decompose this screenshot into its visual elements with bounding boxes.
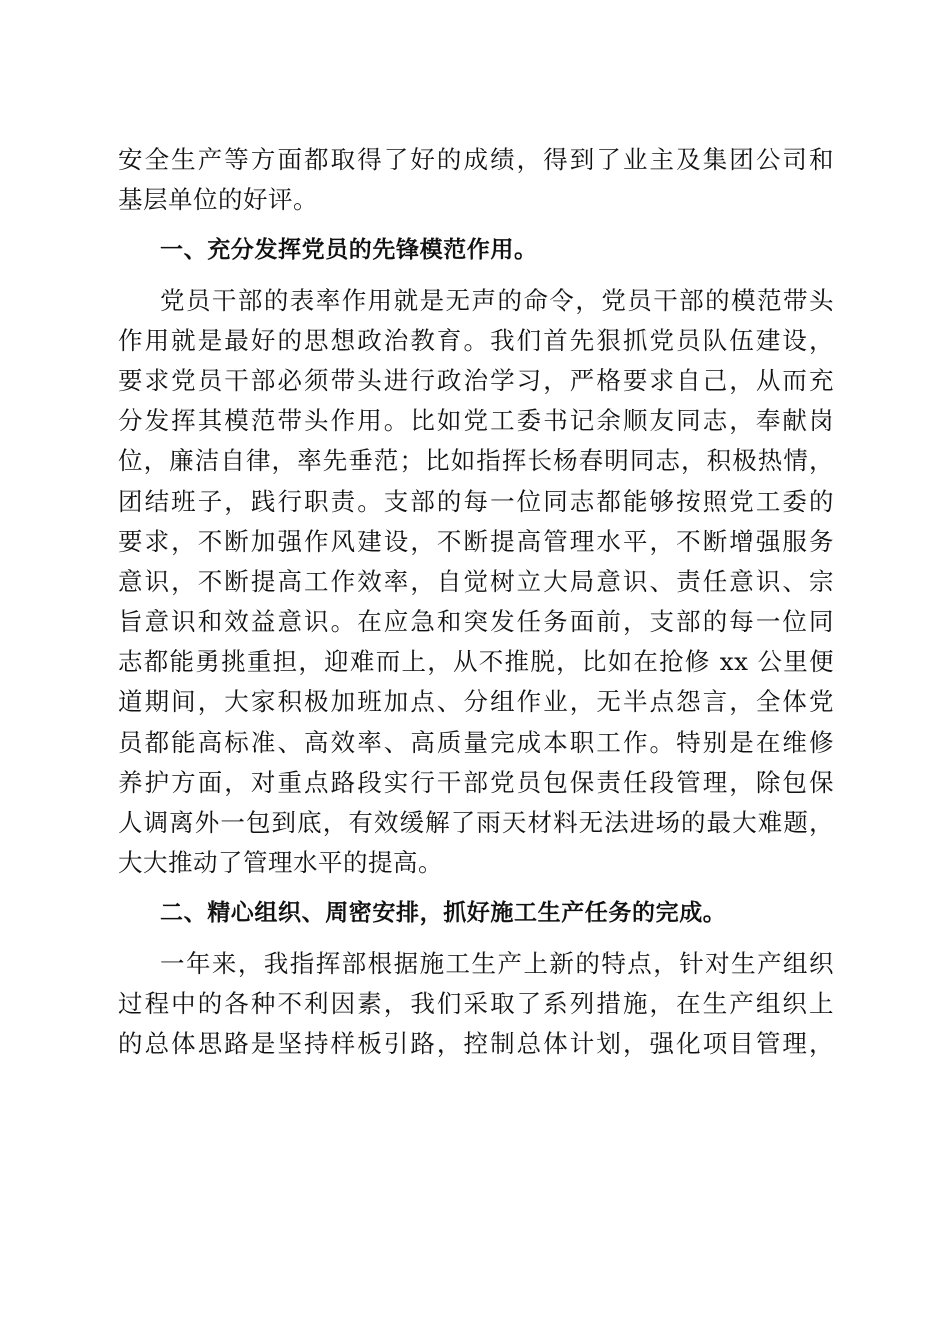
section-1-paragraph — [118, 281, 834, 884]
text-line: 的总体思路是坚持样板引路，控制总体计划，强化项目管理， — [118, 1028, 834, 1058]
text-line: 要求党员干部必须带头进行政治学习，严格要求自己，从而充 — [118, 365, 834, 395]
text-line: 基层单位的好评。 — [118, 185, 318, 215]
text-line: 道期间，大家积极加班加点、分组作业，无半点怨言，全体党 — [118, 687, 834, 717]
text-line: 过程中的各种不利因素，我们采取了系列措施，在生产组织上 — [118, 988, 834, 1018]
text-line: 安全生产等方面都取得了好的成绩，得到了业主及集团公司和 — [118, 145, 834, 174]
text-line: 位，廉洁自律，率先垂范；比如指挥长杨春明同志，积极热情， — [118, 446, 834, 476]
text-line: 要求，不断加强作风建设，不断提高管理水平，不断增强服务 — [118, 526, 834, 556]
text-line: 一年来，我指挥部根据施工生产上新的特点，针对生产组织 — [160, 948, 834, 978]
text-line: 意识，不断提高工作效率，自觉树立大局意识、责任意识、宗 — [118, 566, 834, 596]
text-line: 分发挥其模范带头作用。比如党工委书记余顺友同志，奉献岗 — [118, 406, 834, 436]
document-body — [118, 140, 834, 1064]
text-line: 团结班子，践行职责。支部的每一位同志都能够按照党工委的 — [118, 486, 834, 516]
intro-paragraph — [118, 140, 834, 220]
section-2-paragraph — [118, 944, 834, 1065]
text-line: 志都能勇挑重担，迎难而上，从不推脱，比如在抢修 xx 公里便 — [118, 647, 834, 677]
text-line: 员都能高标准、高效率、高质量完成本职工作。特别是在维修 — [118, 727, 834, 757]
text-line: 大大推动了管理水平的提高。 — [118, 848, 443, 878]
text-line: 人调离外一包到底，有效缓解了雨天材料无法进场的最大难题， — [118, 808, 834, 837]
section-1-heading: 一、充分发挥党员的先锋模范作用。 — [160, 237, 538, 264]
text-line: 作用就是最好的思想政治教育。我们首先狠抓党员队伍建设， — [118, 325, 834, 355]
text-line: 旨意识和效益意识。在应急和突发任务面前，支部的每一位同 — [118, 607, 834, 637]
text-line: 党员干部的表率作用就是无声的命令，党员干部的模范带头 — [160, 285, 834, 315]
section-2-heading: 二、精心组织、周密安排，抓好施工生产任务的完成。 — [160, 900, 727, 927]
text-line: 养护方面，对重点路段实行干部党员包保责任段管理，除包保 — [118, 767, 834, 797]
